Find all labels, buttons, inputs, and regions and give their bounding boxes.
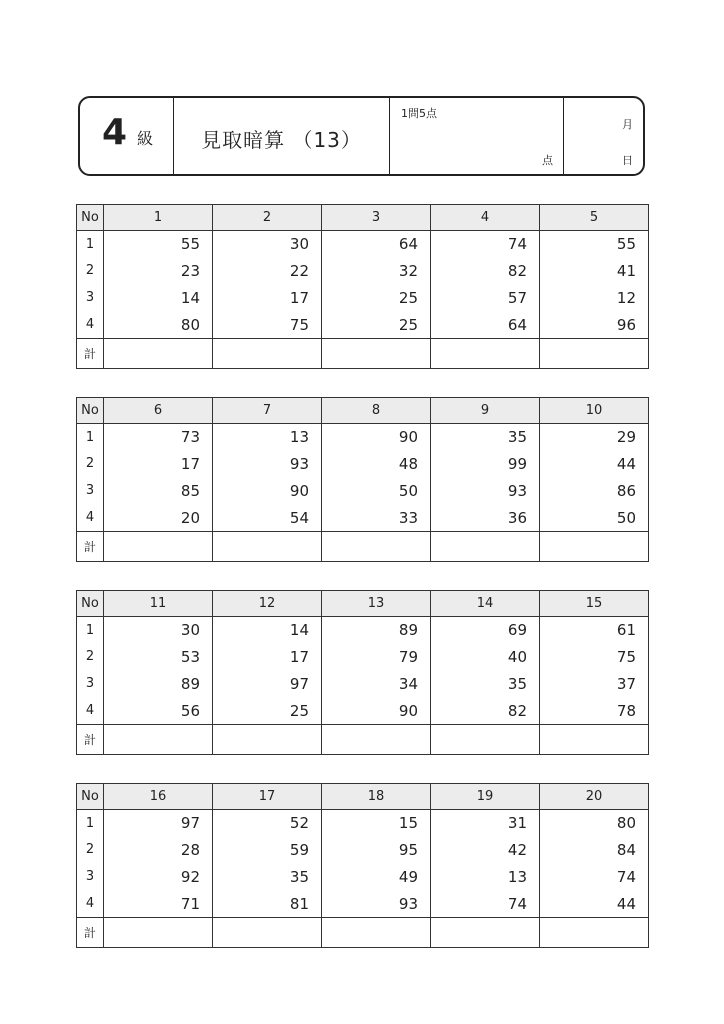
row-number: 1 <box>77 810 104 837</box>
number-cell: 40 <box>431 643 540 670</box>
number-cell: 75 <box>213 311 322 339</box>
number-cell: 81 <box>213 890 322 918</box>
answer-field[interactable] <box>213 532 322 562</box>
table-row <box>77 424 649 451</box>
day-label: 日 <box>622 154 633 167</box>
problem-number-header: 20 <box>540 784 649 810</box>
total-label: 計 <box>77 725 104 755</box>
number-cell: 64 <box>322 231 431 258</box>
problem-number-header: 11 <box>104 591 213 617</box>
problem-number-header: 8 <box>322 398 431 424</box>
problem-number-header: 1 <box>104 205 213 231</box>
number-cell: 15 <box>322 810 431 837</box>
table-row <box>77 311 649 339</box>
number-cell: 25 <box>213 697 322 725</box>
row-number: 2 <box>77 257 104 284</box>
answer-field[interactable] <box>104 725 213 755</box>
number-cell: 64 <box>431 311 540 339</box>
number-cell: 93 <box>213 450 322 477</box>
answer-field[interactable] <box>104 918 213 948</box>
total-label: 計 <box>77 339 104 369</box>
problem-table <box>76 397 649 562</box>
number-cell: 25 <box>322 311 431 339</box>
answer-field[interactable] <box>540 339 649 369</box>
table-row <box>77 284 649 311</box>
row-number: 3 <box>77 670 104 697</box>
score-note: 1問5点 <box>401 107 437 120</box>
problem-number-header: 3 <box>322 205 431 231</box>
total-label: 計 <box>77 918 104 948</box>
number-cell: 20 <box>104 504 213 532</box>
row-number: 3 <box>77 477 104 504</box>
answer-field[interactable] <box>540 725 649 755</box>
problem-number-header: 9 <box>431 398 540 424</box>
number-cell: 73 <box>104 424 213 451</box>
problem-number-header: 13 <box>322 591 431 617</box>
number-cell: 92 <box>104 863 213 890</box>
number-cell: 86 <box>540 477 649 504</box>
problem-number-header: 2 <box>213 205 322 231</box>
month-label: 月 <box>622 118 633 131</box>
number-cell: 95 <box>322 836 431 863</box>
number-cell: 37 <box>540 670 649 697</box>
answer-field[interactable] <box>104 532 213 562</box>
number-cell: 61 <box>540 617 649 644</box>
row-number: 3 <box>77 863 104 890</box>
number-cell: 89 <box>322 617 431 644</box>
table-row <box>77 450 649 477</box>
number-cell: 55 <box>540 231 649 258</box>
problem-table <box>76 590 649 755</box>
number-cell: 97 <box>213 670 322 697</box>
no-header: No <box>77 591 104 617</box>
answer-field[interactable] <box>540 532 649 562</box>
number-cell: 50 <box>322 477 431 504</box>
problem-number-header: 18 <box>322 784 431 810</box>
table-row <box>77 231 649 258</box>
row-number: 4 <box>77 697 104 725</box>
number-cell: 90 <box>213 477 322 504</box>
grade-suffix: 級 <box>137 129 154 148</box>
row-number: 2 <box>77 643 104 670</box>
total-row <box>77 532 649 562</box>
problem-number-header: 14 <box>431 591 540 617</box>
score-cell <box>390 98 564 174</box>
problem-number-header: 10 <box>540 398 649 424</box>
number-cell: 34 <box>322 670 431 697</box>
number-cell: 85 <box>104 477 213 504</box>
number-cell: 14 <box>104 284 213 311</box>
number-cell: 17 <box>213 284 322 311</box>
number-cell: 31 <box>431 810 540 837</box>
number-cell: 82 <box>431 697 540 725</box>
answer-field[interactable] <box>431 532 540 562</box>
number-cell: 35 <box>431 424 540 451</box>
date-cell <box>564 98 643 174</box>
answer-field[interactable] <box>322 339 431 369</box>
number-cell: 84 <box>540 836 649 863</box>
problem-number-header: 7 <box>213 398 322 424</box>
problem-number-header: 15 <box>540 591 649 617</box>
number-cell: 74 <box>540 863 649 890</box>
total-label: 計 <box>77 532 104 562</box>
number-cell: 96 <box>540 311 649 339</box>
number-cell: 13 <box>431 863 540 890</box>
number-cell: 55 <box>104 231 213 258</box>
worksheet-title: 見取暗算 （13） <box>201 128 362 152</box>
number-cell: 93 <box>431 477 540 504</box>
number-cell: 36 <box>431 504 540 532</box>
number-cell: 89 <box>104 670 213 697</box>
table-row <box>77 810 649 837</box>
number-cell: 97 <box>104 810 213 837</box>
number-cell: 53 <box>104 643 213 670</box>
number-cell: 75 <box>540 643 649 670</box>
answer-field[interactable] <box>213 725 322 755</box>
number-cell: 35 <box>431 670 540 697</box>
row-number: 1 <box>77 424 104 451</box>
answer-field[interactable] <box>213 339 322 369</box>
number-cell: 69 <box>431 617 540 644</box>
number-cell: 44 <box>540 450 649 477</box>
number-cell: 33 <box>322 504 431 532</box>
row-number: 1 <box>77 231 104 258</box>
no-header: No <box>77 205 104 231</box>
total-row <box>77 339 649 369</box>
table-row <box>77 890 649 918</box>
answer-field[interactable] <box>540 918 649 948</box>
number-cell: 90 <box>322 697 431 725</box>
number-cell: 35 <box>213 863 322 890</box>
number-cell: 29 <box>540 424 649 451</box>
number-cell: 12 <box>540 284 649 311</box>
number-cell: 17 <box>213 643 322 670</box>
problem-number-header: 16 <box>104 784 213 810</box>
table-row <box>77 504 649 532</box>
row-number: 2 <box>77 450 104 477</box>
table-row <box>77 643 649 670</box>
grade-number: 4 <box>102 112 128 153</box>
table-row <box>77 697 649 725</box>
number-cell: 50 <box>540 504 649 532</box>
total-row <box>77 725 649 755</box>
answer-field[interactable] <box>431 725 540 755</box>
number-cell: 17 <box>104 450 213 477</box>
number-cell: 48 <box>322 450 431 477</box>
answer-field[interactable] <box>322 532 431 562</box>
table-row <box>77 257 649 284</box>
answer-field[interactable] <box>322 918 431 948</box>
number-cell: 49 <box>322 863 431 890</box>
number-cell: 56 <box>104 697 213 725</box>
number-cell: 30 <box>213 231 322 258</box>
number-cell: 14 <box>213 617 322 644</box>
number-cell: 52 <box>213 810 322 837</box>
number-cell: 79 <box>322 643 431 670</box>
problem-number-header: 5 <box>540 205 649 231</box>
problem-number-header: 4 <box>431 205 540 231</box>
number-cell: 80 <box>540 810 649 837</box>
answer-field[interactable] <box>213 918 322 948</box>
no-header: No <box>77 398 104 424</box>
problem-table <box>76 204 649 369</box>
number-cell: 54 <box>213 504 322 532</box>
row-number: 1 <box>77 617 104 644</box>
number-cell: 80 <box>104 311 213 339</box>
answer-field[interactable] <box>322 725 431 755</box>
table-row <box>77 863 649 890</box>
table-row <box>77 670 649 697</box>
number-cell: 90 <box>322 424 431 451</box>
number-cell: 41 <box>540 257 649 284</box>
row-number: 3 <box>77 284 104 311</box>
number-cell: 30 <box>104 617 213 644</box>
answer-field[interactable] <box>104 339 213 369</box>
row-number: 4 <box>77 311 104 339</box>
table-row <box>77 617 649 644</box>
score-unit: 点 <box>542 154 553 167</box>
number-cell: 71 <box>104 890 213 918</box>
number-cell: 13 <box>213 424 322 451</box>
title-cell <box>174 98 390 174</box>
number-cell: 28 <box>104 836 213 863</box>
row-number: 4 <box>77 890 104 918</box>
number-cell: 78 <box>540 697 649 725</box>
no-header: No <box>77 784 104 810</box>
grade-cell <box>80 98 174 174</box>
row-number: 2 <box>77 836 104 863</box>
number-cell: 82 <box>431 257 540 284</box>
problem-number-header: 6 <box>104 398 213 424</box>
answer-field[interactable] <box>431 339 540 369</box>
number-cell: 23 <box>104 257 213 284</box>
number-cell: 93 <box>322 890 431 918</box>
row-number: 4 <box>77 504 104 532</box>
problem-number-header: 17 <box>213 784 322 810</box>
problem-table <box>76 783 649 948</box>
worksheet-header <box>78 96 645 176</box>
number-cell: 44 <box>540 890 649 918</box>
total-row <box>77 918 649 948</box>
table-row <box>77 477 649 504</box>
number-cell: 59 <box>213 836 322 863</box>
number-cell: 57 <box>431 284 540 311</box>
number-cell: 32 <box>322 257 431 284</box>
number-cell: 74 <box>431 231 540 258</box>
problem-number-header: 19 <box>431 784 540 810</box>
number-cell: 22 <box>213 257 322 284</box>
problem-number-header: 12 <box>213 591 322 617</box>
number-cell: 25 <box>322 284 431 311</box>
number-cell: 99 <box>431 450 540 477</box>
answer-field[interactable] <box>431 918 540 948</box>
number-cell: 74 <box>431 890 540 918</box>
table-row <box>77 836 649 863</box>
number-cell: 42 <box>431 836 540 863</box>
